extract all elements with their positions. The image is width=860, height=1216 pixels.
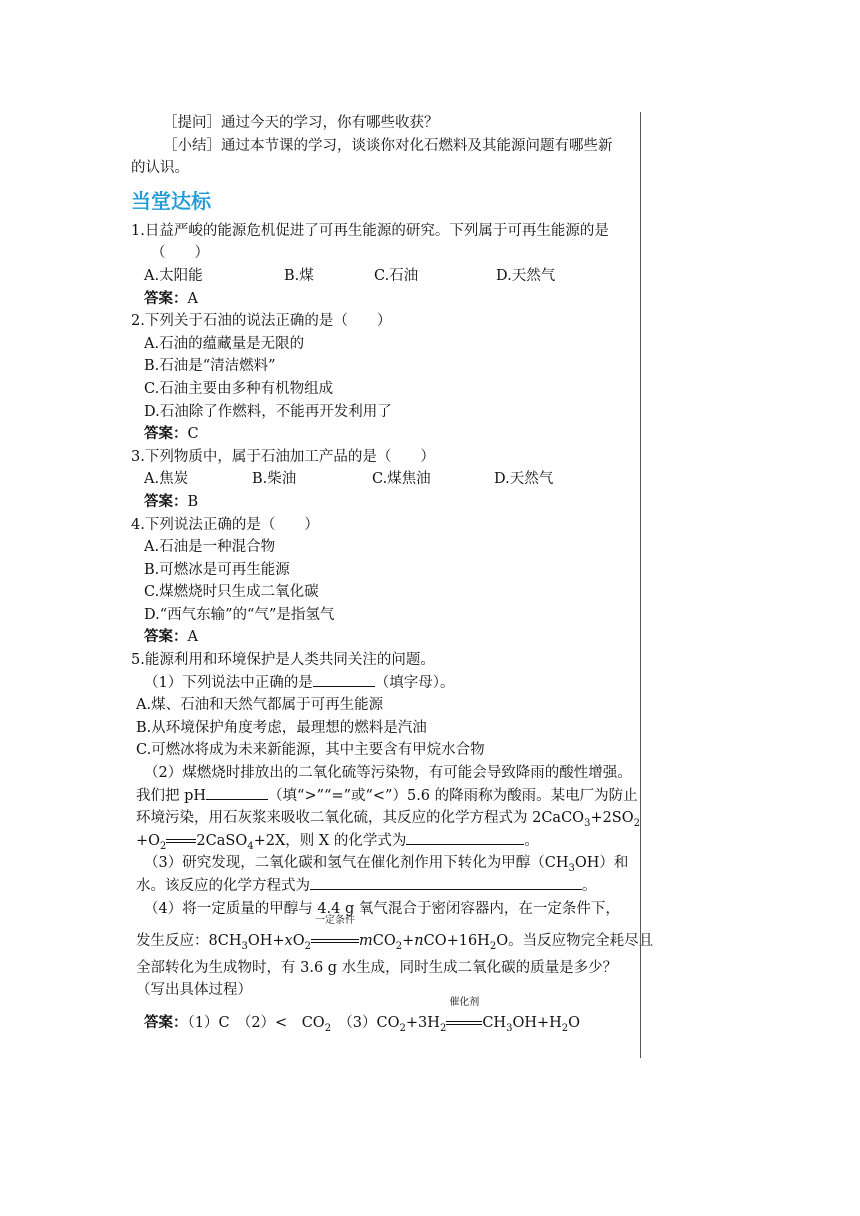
q1-stem: 1.日益严峻的能源危机促进了可再生能源的研究。下列属于可再生能源的是 (131, 222, 609, 239)
subscript: 3 (568, 863, 575, 875)
q5-part1-option-a: A.煤、石油和天然气都属于可再生能源 (136, 697, 384, 714)
equation-text: 发生反应：8CH (136, 933, 242, 950)
subscript: 2 (561, 1022, 569, 1034)
answer-blank (406, 830, 524, 845)
q1-paren: （ ） (151, 245, 209, 262)
equation-text: OH+ (247, 933, 285, 950)
q2-answer (131, 423, 637, 446)
answer-blank (310, 875, 582, 890)
q5-part2-line2 (131, 785, 637, 808)
intro-summary-line1: ［小结］通过本节课的学习，谈谈你对化石燃料及其能源问题有哪些新 (163, 137, 613, 154)
answer-value: OH+H (512, 1014, 562, 1031)
q4-answer (131, 626, 637, 649)
answer-blank (206, 785, 268, 800)
punctuation: 。 (524, 832, 539, 849)
q4-option-a: A.石油是一种混合物 (144, 539, 276, 556)
q5-part3-line1 (131, 852, 637, 875)
answer-label: 答案： (144, 1013, 188, 1031)
q5-part3-text2: OH）和 (574, 855, 629, 872)
q5-stem: 5.能源利用和环境保护是人类共同关注的问题。 (131, 652, 435, 669)
q5-part1-text: （1）下列说法中正确的是 (144, 674, 313, 691)
q5-part3-line2 (131, 875, 637, 898)
subscript: 2 (304, 941, 311, 953)
intro-summary-line2: 的认识。 (131, 160, 189, 177)
q5-part3-text3: 水。该反应的化学方程式为 (136, 878, 310, 894)
q5-part2-line1: （2）煤燃烧时排放出的二氧化硫等污染物，有可能会导致降雨的酸性增强。 (144, 765, 632, 782)
q1-answer (131, 288, 637, 311)
q5-part2-text2: （填“>”“=”或“<”）5.6 的降雨称为酸雨。某电厂为防止 (268, 787, 638, 804)
q4-option-c: C.煤燃烧时只生成二氧化碳 (144, 584, 319, 601)
intro-question: ［提问］通过今天的学习，你有哪些收获？ (163, 115, 439, 131)
q5-part2-line3 (131, 807, 641, 830)
answer-label: 答案： (144, 425, 188, 443)
equation-text: +2X，则 X 的化学式为 (253, 832, 407, 849)
q2-option-a: A.石油的蕴藏量是无限的 (144, 335, 305, 352)
q3-answer (131, 491, 637, 514)
subscript: 2 (324, 1022, 332, 1034)
subscript: 2 (399, 1022, 406, 1034)
answer-value: B (187, 493, 199, 510)
equation-text: +O (136, 832, 161, 849)
q1-option-b: B.煤 (284, 267, 314, 284)
coefficient-m: m (358, 933, 373, 950)
subscript: 2 (489, 941, 497, 953)
answer-value: +3H (405, 1014, 440, 1031)
q5-part4-line4: （写出具体过程） (136, 982, 252, 999)
q5-part4-line3: 全部转化为生成物时，有 3.6 g 水生成，同时生成二氧化碳的质量是多少？ (136, 959, 618, 976)
subscript: 3 (584, 818, 591, 830)
q5-part2-line4 (131, 830, 637, 853)
equation-text: O。当反应物完全耗尽且 (496, 933, 654, 950)
answer-value: A (187, 290, 198, 307)
subscript: 2 (633, 818, 641, 830)
subscript: 3 (241, 941, 248, 953)
q3-stem: 3.下列物质中，属于石油加工产品的是（ ） (131, 448, 435, 465)
equation-text: O (292, 933, 305, 950)
answer-label: 答案： (144, 289, 188, 307)
q5-part2-text: 我们把 pH (136, 787, 207, 804)
answer-label: 答案： (144, 492, 188, 510)
q1-option-a: A.太阳能 (144, 267, 203, 284)
q3-option-b: B.柴油 (252, 471, 297, 488)
reaction-condition-arrow (311, 915, 359, 953)
subscript: 2 (160, 840, 167, 852)
q3-option-a: A.焦炭 (144, 471, 189, 488)
q5-part1-option-b: B.从环境保护角度考虑，最理想的燃料是汽油 (136, 719, 427, 736)
q1-options (131, 265, 637, 288)
q4-option-b: B.可燃冰是可再生能源 (144, 561, 290, 578)
subscript: 4 (247, 840, 254, 852)
answer-label: 答案： (144, 628, 188, 646)
condition-label: 催化剂 (449, 996, 480, 1008)
q4-stem: 4.下列说法正确的是（ ） (131, 516, 319, 533)
reaction-condition-arrow (446, 996, 482, 1035)
coefficient-n: n (414, 933, 424, 950)
answer-value: （3）CO (331, 1014, 400, 1031)
subscript: 2 (395, 941, 403, 953)
equation-text: 2CaSO (196, 832, 248, 849)
q5-part4-line2 (131, 915, 654, 953)
q5-part2-text4: +2SO (590, 810, 634, 827)
subscript: 3 (506, 1022, 513, 1034)
q5-part3-text: （3）研究发现，二氧化碳和氢气在催化剂作用下转化为甲醇（CH (144, 855, 569, 872)
condition-label: 一定条件 (314, 915, 355, 927)
equation-text: + (402, 933, 415, 950)
q5-answer (131, 996, 637, 1035)
content-column (131, 112, 654, 1035)
answer-value: C (187, 426, 199, 443)
q3-option-c: C.煤焦油 (372, 471, 431, 488)
answer-blank (313, 672, 375, 687)
q2-option-d: D.石油除了作燃料，不能再开发利用了 (144, 403, 392, 420)
punctuation: 。 (582, 878, 597, 894)
q3-options (131, 468, 637, 491)
answer-value: CH (482, 1014, 507, 1031)
answer-value: O (568, 1014, 581, 1031)
equation-text: CO+16H (423, 933, 490, 950)
coefficient-x: x (284, 933, 293, 950)
q5-part1-suffix: （填字母）。 (374, 674, 455, 691)
answer-value: A (187, 629, 198, 646)
q1-option-d: D.天然气 (496, 267, 556, 284)
column-divider (640, 112, 641, 1058)
equation-text: CO (372, 933, 396, 950)
q4-option-d: D.“西气东输”的“气”是指氢气 (144, 606, 335, 623)
answer-value: （1）C （2）< CO (187, 1014, 325, 1031)
q2-option-b: B.石油是“清洁燃料” (144, 358, 276, 375)
q5-part1 (131, 672, 637, 695)
section-heading: 当堂达标 (131, 188, 211, 213)
q3-option-d: D.天然气 (494, 471, 554, 488)
q1-option-c: C.石油 (374, 267, 419, 284)
subscript: 2 (439, 1022, 447, 1034)
equals-sign (166, 830, 196, 853)
q5-part4-line1: （4）将一定质量的甲醇与 4.4 g 氧气混合于密闭容器内，在一定条件下， (144, 900, 620, 917)
q2-stem: 2.下列关于石油的说法正确的是（ ） (131, 313, 392, 330)
q2-option-c: C.石油主要由多种有机物组成 (144, 380, 334, 397)
q5-part2-text3: 环境污染，用石灰浆来吸收二氧化硫，其反应的化学方程式为 2CaCO (136, 810, 585, 827)
q5-part1-option-c: C.可燃冰将成为未来新能源，其中主要含有甲烷水合物 (136, 742, 485, 759)
